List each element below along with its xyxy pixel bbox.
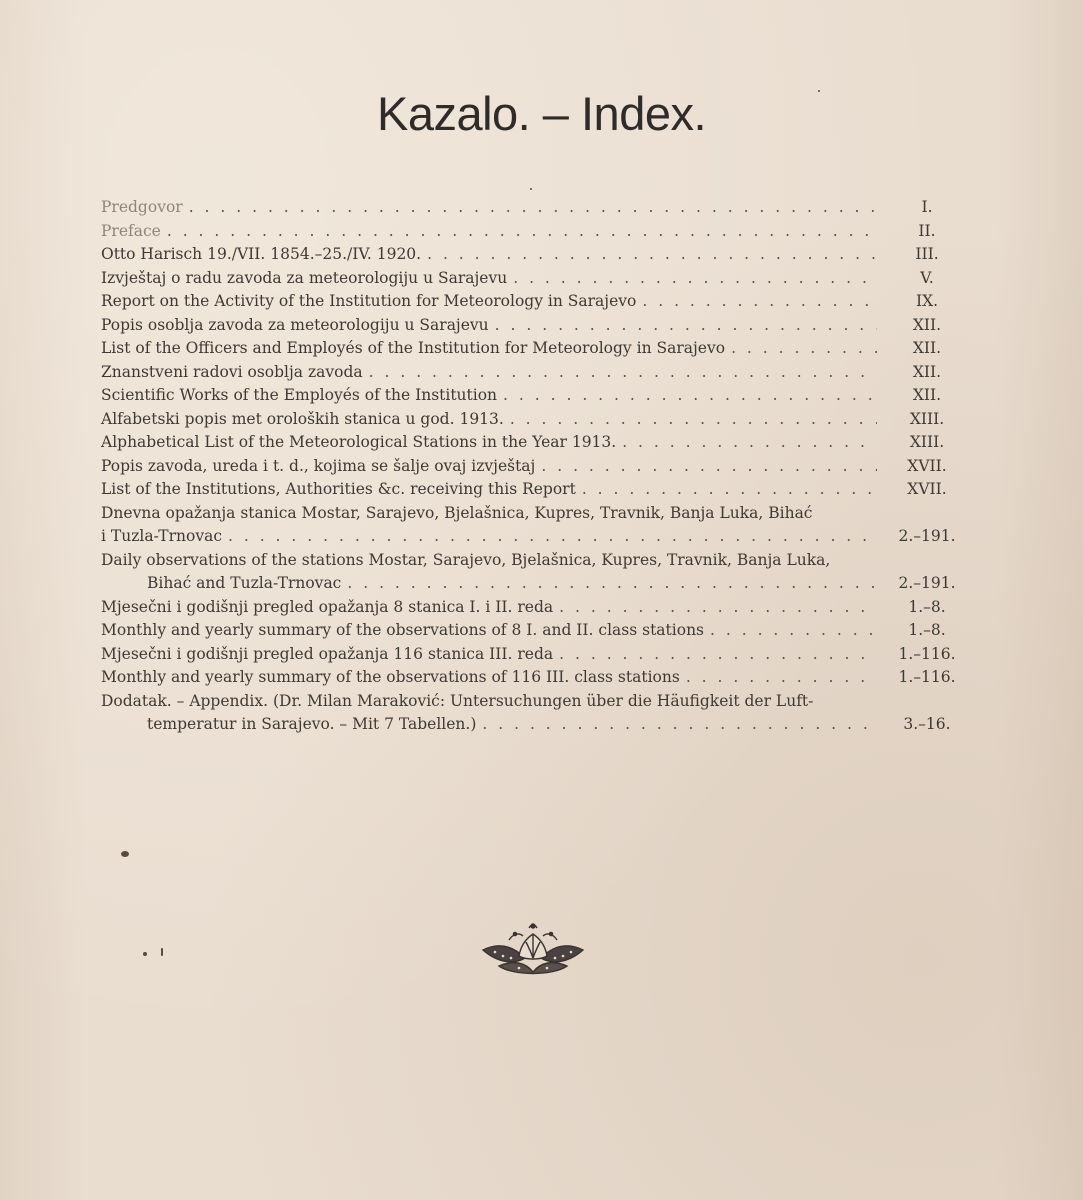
- toc-entry-monthly-8: [101, 619, 971, 643]
- toc-entry-title: Monthly and yearly summary of the observations of 116 III. class stations: [101, 668, 680, 686]
- toc-entry-second-row: [101, 713, 971, 737]
- toc-entry-predgovor: [101, 196, 971, 220]
- toc-entry-preface: [101, 220, 971, 244]
- toc-entry-title: Izvještaj o radu zavoda za meteorologiju u Sarajevu: [101, 268, 508, 287]
- toc-entry-mjesecni-8: [101, 596, 971, 620]
- toc-entry-title-line1: Dnevna opažanja stanica Mostar, Sarajevo, Bjelašnica, Kupres, Travnik, Banja Luka, Bihać: [101, 503, 813, 522]
- paper-speck: [530, 188, 532, 190]
- dot-leader: [495, 314, 877, 338]
- toc-entry-page: 2.–191.: [898, 527, 956, 545]
- dot-leader: [510, 408, 877, 432]
- dot-leader: [228, 525, 877, 549]
- paper-speck: [818, 90, 820, 92]
- toc-entry-report-activity: [101, 290, 971, 314]
- toc-entry-page: III.: [915, 245, 939, 263]
- dot-leader: [559, 643, 877, 667]
- toc-entry-page: 2.–191.: [898, 574, 956, 592]
- dot-leader: [731, 337, 877, 361]
- dot-leader: [541, 455, 877, 479]
- toc-entry-alphabetical-list: [101, 431, 971, 455]
- toc-entry-page: XVII.: [907, 480, 947, 498]
- dot-leader: [513, 267, 877, 291]
- toc-entry-title: Scientific Works of the Employés of the Institution: [101, 386, 498, 404]
- toc-entry-appendix: [101, 690, 971, 737]
- toc-entry-page: 1.–8.: [908, 621, 946, 639]
- toc-entry-title: Popis osoblja zavoda za meteorologiju u Sarajevu: [101, 315, 489, 334]
- toc-entry-monthly-116: [101, 666, 971, 690]
- toc-entry-title-line1: Dodatak. – Appendix. (Dr. Milan Maraković: Untersuchungen über die Häufigkeit der Luft-: [101, 691, 814, 710]
- toc-entry-title: Alfabetski popis met oroloških stanica u god. 1913.: [101, 409, 504, 428]
- toc-entry-page: XII.: [912, 315, 942, 334]
- toc-entry-izvjestaj: [101, 267, 971, 291]
- paper-speck: [121, 851, 129, 857]
- dot-leader: [642, 290, 877, 314]
- toc-entry-title-line2: Bihać and Tuzla-Trnovac: [147, 574, 342, 592]
- toc-entry-page: XIII.: [909, 409, 945, 428]
- toc-entry-title-line1: Daily observations of the stations Mostar, Sarajevo, Bjelašnica, Kupres, Travnik, Banja Luka,: [101, 550, 831, 569]
- toc-entry-page: 1.–8.: [908, 597, 946, 616]
- dot-leader: [347, 572, 877, 596]
- dot-leader: [622, 431, 877, 455]
- toc-entry-title: Mjesečni i godišnji pregled opažanja 116 stanica III. reda: [101, 644, 554, 663]
- toc-entry-title: Report on the Activity of the Institution for Meteorology in Sarajevo: [101, 292, 637, 310]
- toc-entry-title-line2: temperatur in Sarajevo. – Mit 7 Tabellen.): [147, 715, 477, 733]
- toc-entry-second-row: [101, 525, 971, 549]
- toc-entry-title: Mjesečni i godišnji pregled opažanja 8 stanica I. i II. reda: [101, 597, 554, 616]
- dot-leader: [167, 220, 877, 244]
- toc-entry-page: II.: [918, 221, 936, 240]
- toc-entry-page: V.: [920, 268, 934, 287]
- dot-leader: [710, 619, 877, 643]
- toc-entry-page: XII.: [912, 362, 942, 381]
- dot-leader: [369, 361, 877, 385]
- toc-entry-page: XII.: [912, 339, 942, 357]
- toc-entry-title: List of the Officers and Employés of the Institution for Meteorology in Sarajevo: [101, 339, 726, 357]
- toc-entry-title: Monthly and yearly summary of the observations of 8 I. and II. class stations: [101, 621, 705, 639]
- toc-entry-alfabetski-popis: [101, 408, 971, 432]
- toc-entry-znanstveni-radovi: [101, 361, 971, 385]
- paper-speck: [161, 948, 163, 956]
- toc-entry-title: List of the Institutions, Authorities &c. receiving this Report: [101, 480, 576, 498]
- toc-entry-list-officers: [101, 337, 971, 361]
- toc-entry-title: Znanstveni radovi osoblja zavoda: [101, 362, 363, 381]
- dot-leader: [427, 243, 877, 267]
- toc-entry-page: I.: [921, 198, 933, 216]
- dot-leader: [189, 196, 877, 220]
- dot-leader: [686, 666, 877, 690]
- floral-ornament-icon: [479, 920, 587, 976]
- toc-entry-title-line2: i Tuzla-Trnovac: [101, 527, 222, 545]
- toc-entry-page: XIII.: [909, 433, 945, 451]
- toc-entry-page: 1.–116.: [898, 644, 956, 663]
- toc-entry-title: Alphabetical List of the Meteorological Stations in the Year 1913.: [101, 433, 617, 451]
- toc-entry-dnevna-opazanja: [101, 502, 971, 549]
- toc-entry-page: XVII.: [907, 456, 947, 475]
- toc-entry-title: Predgovor: [101, 198, 183, 216]
- toc-entry-page: XII.: [912, 386, 942, 404]
- table-of-contents: [101, 196, 971, 737]
- toc-entry-popis-osoblja: [101, 314, 971, 338]
- toc-entry-page: 1.–116.: [898, 668, 956, 686]
- toc-entry-page: 3.–16.: [903, 715, 951, 733]
- paper-speck: [143, 952, 147, 956]
- toc-entry-title: Otto Harisch 19./VII. 1854.–25./IV. 1920.: [101, 245, 422, 263]
- toc-entry-otto-harisch: [101, 243, 971, 267]
- toc-entry-list-institutions: [101, 478, 971, 502]
- dot-leader: [582, 478, 877, 502]
- toc-entry-daily-observations: [101, 549, 971, 596]
- toc-entry-mjesecni-116: [101, 643, 971, 667]
- dot-leader: [482, 713, 877, 737]
- toc-entry-second-row: [101, 572, 971, 596]
- toc-entry-scientific-works: [101, 384, 971, 408]
- toc-entry-popis-zavoda: [101, 455, 971, 479]
- page-title: Kazalo. – Index.: [376, 87, 707, 140]
- dot-leader: [503, 384, 877, 408]
- toc-entry-title: Preface: [101, 221, 161, 240]
- dot-leader: [559, 596, 877, 620]
- toc-entry-page: IX.: [915, 292, 939, 310]
- toc-entry-title: Popis zavoda, ureda i t. d., kojima se šalje ovaj izvještaj: [101, 456, 536, 475]
